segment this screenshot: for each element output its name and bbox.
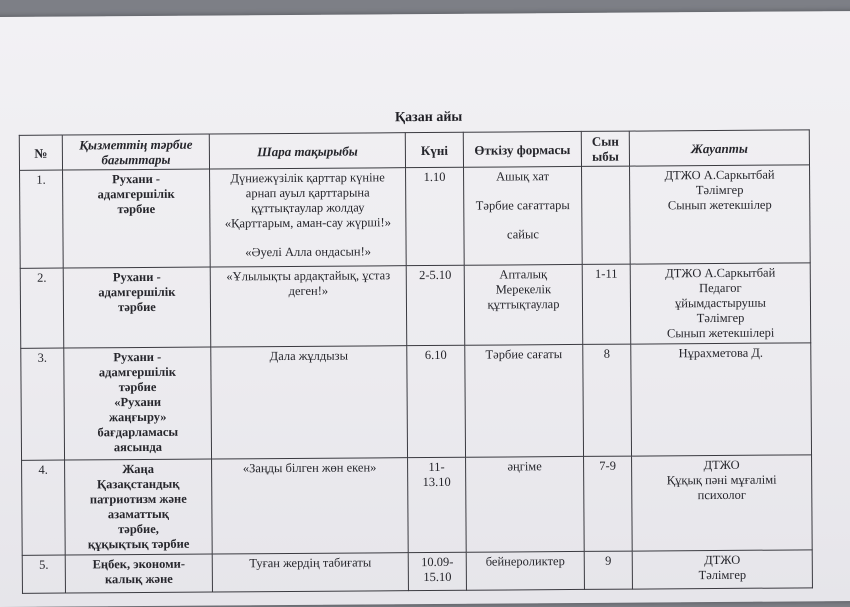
responsible-cell: [632, 550, 812, 589]
direction-cell-line: адамгершілік: [98, 364, 177, 380]
grade-cell: 8: [583, 344, 632, 456]
event-cell: [211, 346, 408, 459]
grade-cell: [582, 166, 631, 264]
grade-cell: 1-11: [582, 264, 631, 344]
date-cell-line: 15.10: [423, 569, 452, 585]
direction-cell-line: Рухани -: [112, 269, 161, 285]
responsible-cell-line: Құқық пәні мұғалімі: [666, 472, 777, 488]
form-cell-line: бейнероликтер: [485, 554, 565, 569]
form-cell-line: Ашық хат: [496, 169, 550, 184]
event-cell-line: Дала жұлдызы: [269, 348, 349, 364]
table-row: [21, 343, 812, 461]
direction-cell: [65, 554, 212, 593]
event-cell-line: «Ұлылықты ардақтайық, ұстаз: [226, 268, 391, 284]
responsible-cell-line: Тәлімгер: [698, 567, 747, 583]
date-cell: [407, 345, 466, 457]
direction-cell-line: Рухани -: [113, 349, 162, 365]
form-cell-line: сайыс: [506, 227, 539, 242]
form-cell: [466, 551, 584, 590]
event-cell-line: «Әуелі Алла ондасын!»: [245, 244, 372, 260]
date-cell: [408, 457, 467, 552]
event-cell-line: құттықтаулар жолдау: [251, 200, 365, 216]
responsible-cell-line: ДТЖО А.Саркытбай: [664, 167, 775, 183]
responsible-cell: [630, 263, 811, 344]
direction-cell: [63, 169, 211, 268]
event-cell-line: Дүниежүзілік қарттар күніне: [230, 170, 385, 186]
direction-cell-line: Еңбек, экономи-: [92, 556, 186, 572]
event-cell-line: Туған жердің табиғаты: [249, 555, 372, 571]
event-cell: [210, 266, 407, 347]
table-row: [20, 263, 811, 349]
responsible-cell-line: Тәлімгер: [695, 182, 744, 198]
row-number: 3.: [21, 348, 65, 460]
header-date: Күні: [405, 132, 463, 167]
responsible-cell-line: ДТЖО А.Саркытбай: [665, 265, 776, 281]
row-number: 2.: [20, 268, 64, 348]
event-cell: [210, 168, 407, 267]
row-number: 4.: [22, 460, 66, 555]
direction-cell-line: Рухани -: [112, 171, 161, 187]
direction-cell-line: «Рухани: [114, 394, 162, 410]
row-number: 1.: [20, 170, 64, 268]
table-header-row: [19, 130, 809, 171]
direction-cell-line: калық және: [104, 571, 173, 587]
direction-cell-line: жаңғыру»: [108, 409, 167, 425]
grade-cell: 7-9: [584, 456, 633, 551]
form-cell: [464, 166, 583, 265]
responsible-cell-line: Педагог: [699, 280, 742, 296]
date-cell-line: 11-: [428, 459, 445, 475]
direction-cell-line: құқықтық тәрбие: [87, 536, 190, 552]
direction-cell-line: Жаңа: [122, 461, 155, 477]
event-cell-line: «Қарттарым, аман-сау жүрші!»: [224, 215, 391, 231]
date-cell-line: 2-5.10: [419, 267, 452, 283]
event-cell-line: «Заңды білген жөн екен»: [242, 460, 377, 476]
responsible-cell: [630, 165, 811, 264]
responsible-cell: [631, 343, 812, 456]
direction-cell-line: тәрбие: [117, 201, 156, 217]
direction-cell: [65, 459, 213, 555]
responsible-cell: [632, 455, 813, 551]
header-direction: Қызметтің тәрбие бағыттары: [62, 134, 209, 170]
form-cell-line: Тәрбие сағаттары: [475, 198, 570, 213]
form-cell: [464, 264, 583, 345]
direction-cell: [64, 347, 212, 460]
date-cell-line: 6.10: [424, 347, 447, 363]
grade-cell: 9: [584, 551, 632, 589]
responsible-cell-line: Сынып жетекшілер: [667, 197, 772, 213]
responsible-cell-line: ұйымдастырушы: [674, 295, 766, 311]
date-cell: [408, 552, 466, 590]
form-cell-line: Тәрбие сағаты: [485, 347, 563, 362]
date-cell-line: 10.09-: [421, 554, 454, 570]
event-cell-line: арнап ауыл қарттарына: [245, 185, 370, 201]
table-row: [22, 550, 812, 594]
responsible-cell-line: ДТЖО: [704, 552, 741, 568]
responsible-cell-line: Сынып жетекшілері: [666, 325, 775, 341]
header-form: Өткізу формасы: [463, 131, 581, 167]
direction-cell-line: Қазақстандық: [96, 476, 180, 492]
date-cell-line: 13.10: [422, 474, 451, 490]
header-responsible: Жауапты: [629, 130, 809, 166]
direction-cell-line: патриотизм және: [89, 491, 187, 507]
direction-cell-line: тәрбие: [118, 299, 156, 315]
event-cell-line: деген!»: [288, 283, 329, 298]
form-cell-line: әңгіме: [507, 459, 542, 474]
form-cell-line: Апталық: [499, 267, 548, 282]
responsible-cell-line: Тәлімгер: [696, 310, 745, 326]
form-cell: [466, 456, 585, 552]
table-row: [22, 455, 813, 556]
direction-cell-line: тәрбие: [118, 379, 157, 395]
responsible-cell-line: Нұрахметова Д.: [678, 345, 764, 361]
form-cell-line: [467, 184, 578, 199]
responsible-cell-line: ДТЖО: [703, 457, 740, 473]
direction-cell: [63, 267, 211, 348]
event-cell-line: [213, 230, 402, 245]
events-table: [19, 129, 813, 594]
responsible-cell-line: психолог: [697, 487, 747, 503]
event-cell: [212, 458, 409, 554]
direction-cell-line: аясында: [113, 439, 163, 455]
direction-cell-line: азаматтық: [107, 506, 170, 522]
form-cell-line: [467, 213, 578, 228]
header-grade: Сын ыбы: [581, 131, 629, 166]
page-title: Қазан айы: [394, 109, 463, 126]
table-row: [20, 165, 811, 269]
form-cell-line: құттықтаулар: [487, 297, 560, 312]
form-cell: [465, 344, 584, 457]
direction-cell-line: бағдарламасы: [97, 424, 179, 440]
direction-cell-line: адамгершілік: [97, 186, 175, 202]
header-number: №: [19, 135, 62, 170]
row-number: 5.: [22, 555, 65, 593]
event-cell: [212, 553, 408, 592]
form-cell-line: Мерекелік: [495, 282, 552, 297]
direction-cell-line: тәрбие,: [118, 521, 159, 537]
date-cell: [406, 167, 465, 265]
direction-cell-line: адамгершілік: [98, 284, 176, 300]
document-page: [0, 11, 850, 607]
header-event: Шара тақырыбы: [209, 133, 405, 169]
date-cell-line: 1.10: [423, 169, 446, 185]
date-cell: [406, 265, 465, 345]
